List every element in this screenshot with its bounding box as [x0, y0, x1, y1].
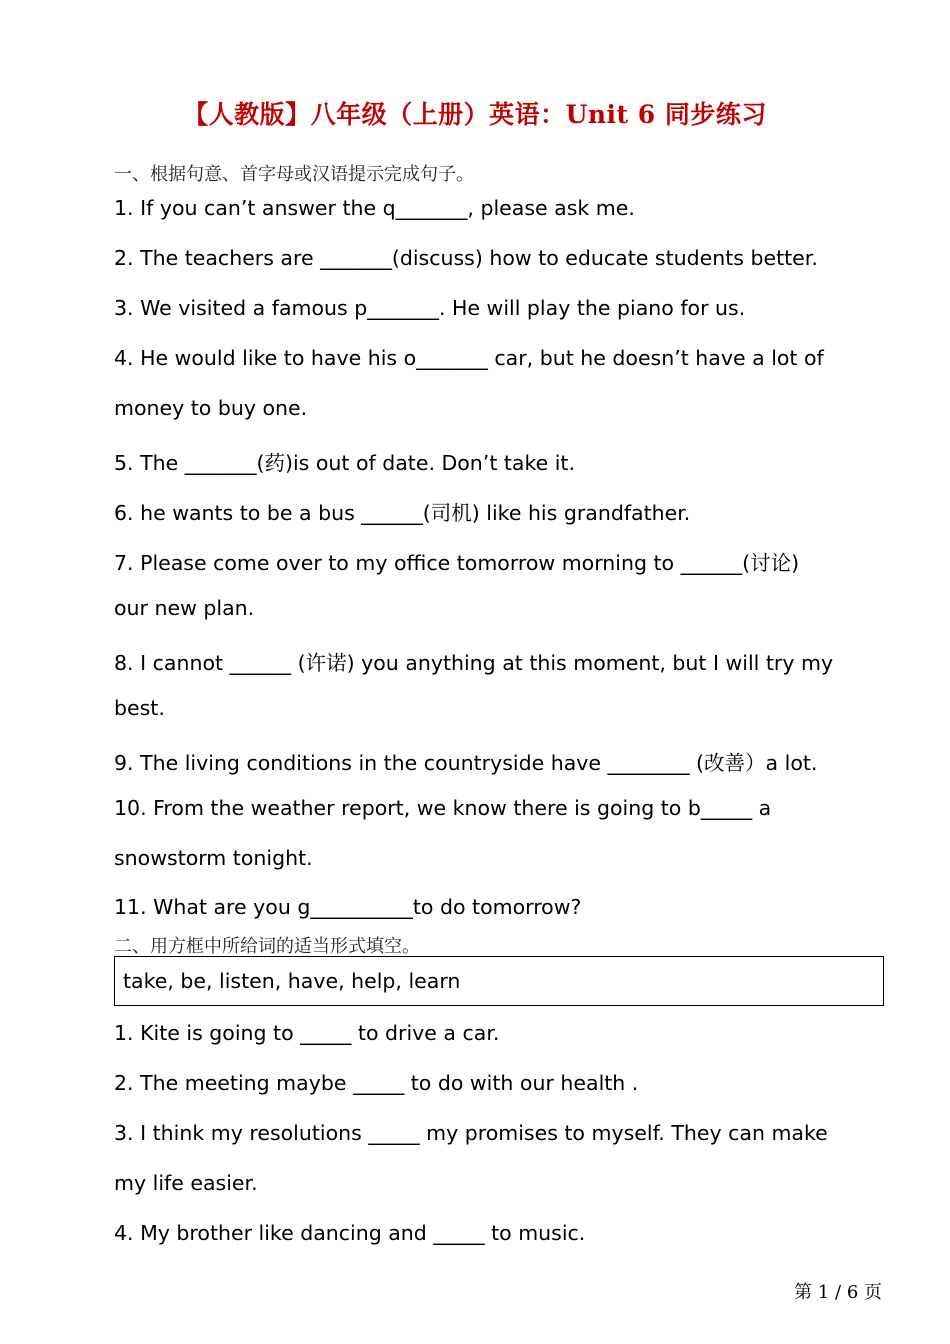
- question-line: 4. He would like to have his o_______ car, but he doesn’t have a lot of: [114, 346, 824, 370]
- question-line: 10. From the weather report, we know there is going to b_____ a: [114, 796, 772, 820]
- question-line-continued: my life easier.: [114, 1171, 258, 1195]
- question-line-continued: best.: [114, 696, 165, 720]
- question-line: 4. My brother like dancing and _____ to music.: [114, 1221, 586, 1245]
- section2-heading: 二、用方框中所给词的适当形式填空。: [114, 936, 420, 957]
- question-line-continued: our new plan.: [114, 596, 255, 620]
- question-line: 1. Kite is going to _____ to drive a car.: [114, 1021, 500, 1045]
- question-line: 11. What are you g__________to do tomorrow?: [114, 895, 582, 919]
- question-line: 3. I think my resolutions _____ my promises to myself. They can make: [114, 1121, 828, 1145]
- question-line: 9. The living conditions in the countryside have ________ (改善）a lot.: [114, 751, 818, 775]
- question-line: 5. The _______(药)is out of date. Don’t take it.: [114, 451, 575, 475]
- question-line-continued: snowstorm tonight.: [114, 846, 313, 870]
- word-box: [114, 956, 884, 1006]
- question-line: 6. he wants to be a bus ______(司机) like his grandfather.: [114, 501, 691, 525]
- question-line-continued: money to buy one.: [114, 396, 308, 420]
- question-line: 8. I cannot ______ (许诺) you anything at this moment, but I will try my: [114, 651, 834, 675]
- section1-heading: 一、根据句意、首字母或汉语提示完成句子。: [114, 164, 474, 185]
- question-line: 2. The meeting maybe _____ to do with our health .: [114, 1071, 639, 1095]
- question-line: 2. The teachers are _______(discuss) how to educate students better.: [114, 246, 818, 270]
- question-line: 3. We visited a famous p_______. He will play the piano for us.: [114, 296, 746, 320]
- question-line: 1. If you can’t answer the q_______, please ask me.: [114, 196, 635, 220]
- page-number: 第 1 / 6 页: [794, 1282, 882, 1303]
- question-line: 7. Please come over to my office tomorrow morning to ______(讨论): [114, 551, 800, 575]
- page-title: 【人教版】八年级（上册）英语：Unit 6 同步练习: [183, 100, 767, 129]
- word-box-text: take, be, listen, have, help, learn: [123, 969, 461, 993]
